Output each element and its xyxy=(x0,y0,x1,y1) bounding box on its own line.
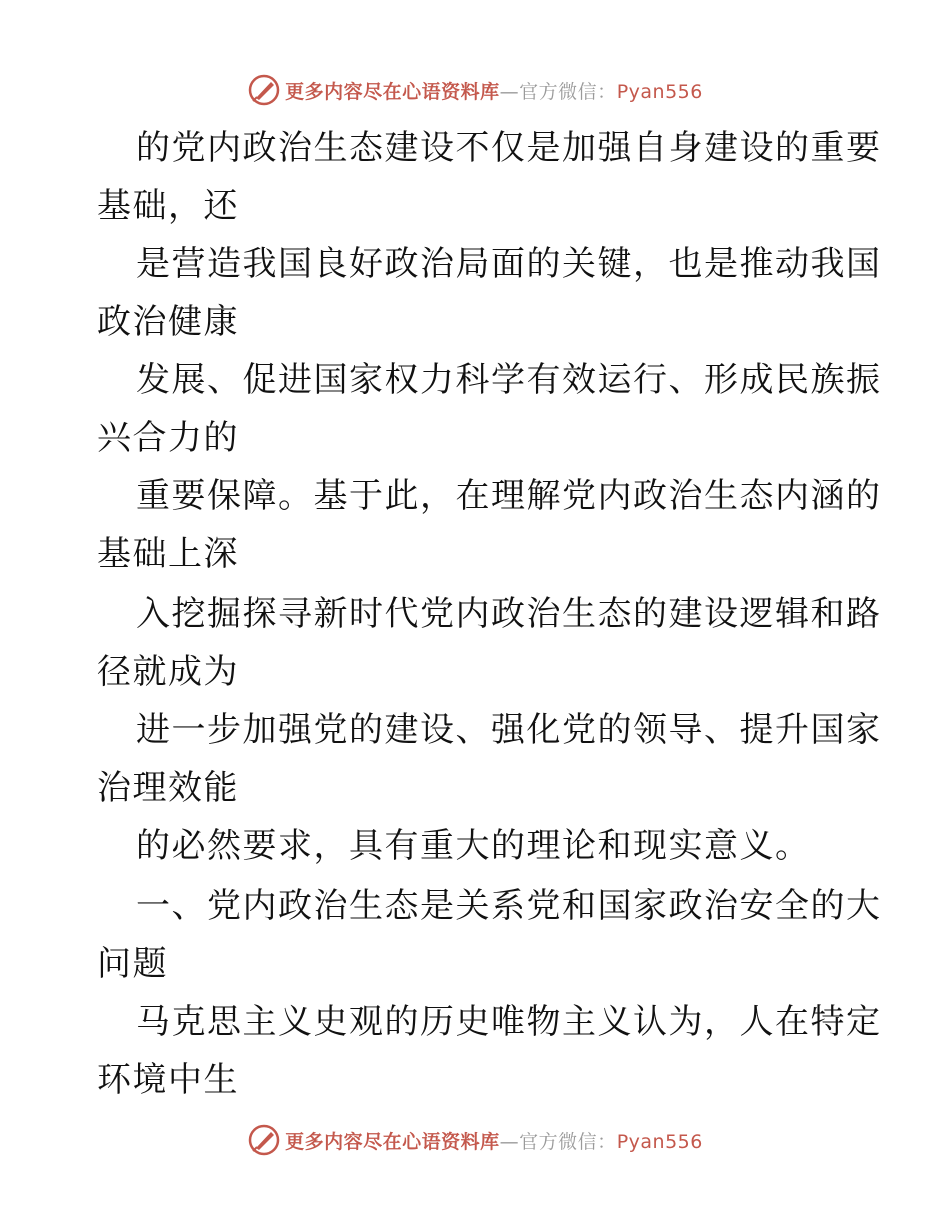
watermark-dash: — xyxy=(499,80,520,103)
watermark-dash: — xyxy=(499,1130,520,1153)
paragraph-line: 进一步加强党的建设、强化党的领导、提升国家 xyxy=(136,710,882,750)
paragraph-line: 基础上深 xyxy=(97,534,239,574)
quill-pen-logo-icon xyxy=(247,1123,281,1157)
paragraph-line: 环境中生 xyxy=(97,1060,239,1100)
paragraph-line: 政治健康 xyxy=(97,302,239,342)
footer-watermark xyxy=(0,1120,950,1160)
section-heading-line: 一、党内政治生态是关系党和国家政治安全的大 xyxy=(136,886,882,926)
watermark-sub-text: 官方微信： xyxy=(519,80,617,103)
watermark-wechat-id: Pyan556 xyxy=(616,80,703,103)
section-heading-line: 问题 xyxy=(97,944,168,984)
quill-pen-logo-icon xyxy=(247,73,281,107)
paragraph-line: 径就成为 xyxy=(97,652,239,692)
paragraph-line: 的必然要求，具有重大的理论和现实意义。 xyxy=(136,826,811,866)
header-watermark xyxy=(0,70,950,110)
watermark-wechat-id: Pyan556 xyxy=(616,1130,703,1153)
paragraph-line: 重要保障。基于此，在理解党内政治生态内涵的 xyxy=(136,476,882,516)
watermark-main-text: 更多内容尽在心语资料库 xyxy=(285,1130,500,1153)
paragraph-line: 治理效能 xyxy=(97,768,239,808)
paragraph-line: 的党内政治生态建设不仅是加强自身建设的重要 xyxy=(136,128,882,168)
watermark-sub-text: 官方微信： xyxy=(519,1130,617,1153)
paragraph-line: 是营造我国良好政治局面的关键，也是推动我国 xyxy=(136,244,882,284)
watermark-main-text: 更多内容尽在心语资料库 xyxy=(285,80,500,103)
paragraph-line: 基础，还 xyxy=(97,186,239,226)
paragraph-line: 发展、促进国家权力科学有效运行、形成民族振 xyxy=(136,360,882,400)
paragraph-line: 马克思主义史观的历史唯物主义认为，人在特定 xyxy=(136,1002,882,1042)
paragraph-line: 入挖掘探寻新时代党内政治生态的建设逻辑和路 xyxy=(136,594,882,634)
paragraph-line: 兴合力的 xyxy=(97,418,239,458)
